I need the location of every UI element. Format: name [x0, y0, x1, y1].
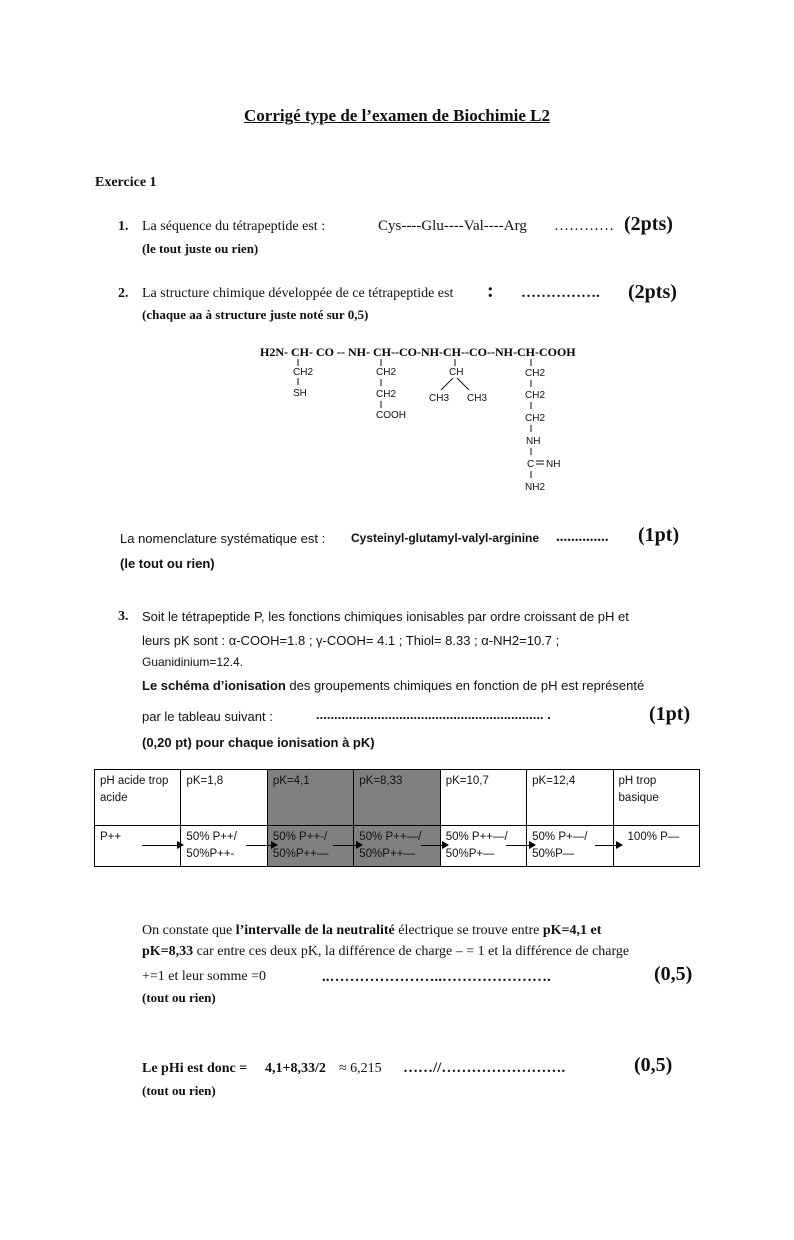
table-header-cell: pH acide trop acide — [95, 770, 181, 826]
arg-ch2-a: CH2 — [525, 368, 546, 379]
neutral-note: (tout ou rien) — [142, 990, 216, 1005]
q2-colon: : — [487, 280, 494, 302]
q1-number: 1. — [118, 219, 129, 234]
q2-text: La structure chimique développée de ce tétrapeptide est — [142, 286, 454, 301]
phi-label: Le pHi est donc = — [142, 1061, 248, 1076]
q3-note: (0,20 pt) pour chaque ionisation à pK) — [142, 735, 375, 750]
q3-line2: leurs pK sont : α-COOH=1.8 ; γ-COOH= 4.1 ; Thiol= 8.33 ; α-NH2=10.7 ; — [142, 633, 560, 648]
arrow-right-icon — [333, 845, 361, 846]
table-header-cell: pK=12,4 — [527, 770, 613, 826]
neutral-l1-b: l’intervalle de la neutralité — [235, 923, 395, 938]
arg-nh: NH — [526, 436, 541, 447]
q2-dots: ……………. — [521, 285, 600, 301]
q3-line3: Guanidinium=12.4. — [142, 655, 244, 669]
val-ch3-b: CH3 — [467, 393, 488, 404]
exercise-heading: Exercice 1 — [95, 175, 157, 190]
nomenclature-note: (le tout ou rien) — [120, 556, 215, 571]
table-header-row — [95, 770, 700, 826]
neutral-l2-b: car entre ces deux pK, la différence de charge – = 1 et la différence de charge — [193, 944, 630, 959]
arrow-right-icon — [421, 845, 447, 846]
q1-note: (le tout juste ou rien) — [142, 241, 259, 256]
arg-c: C — [527, 459, 535, 470]
table-cell: 50% P++—/ 50%P++— — [354, 826, 440, 867]
q3-line4 — [142, 678, 644, 693]
glu-ch2-a: CH2 — [376, 367, 397, 378]
neutral-l1-c: électrique se trouve entre — [394, 923, 543, 938]
table-cell: 50% P++/ 50%P++- — [181, 826, 267, 867]
val-ch3-a: CH3 — [429, 393, 450, 404]
table-cell: 50% P++-/ 50%P++— — [267, 826, 353, 867]
arg-nh-imine: NH — [546, 459, 561, 470]
glu-ch2-b: CH2 — [376, 389, 397, 400]
phi-approx: ≈ 6,215 — [339, 1061, 382, 1076]
neutral-line1 — [142, 923, 601, 939]
neutral-l2-a: pK=8,33 — [142, 944, 194, 959]
page-title: Corrigé type de l’examen de Biochimie L2 — [244, 106, 550, 125]
val-ch: CH — [449, 367, 464, 378]
table-cell: 100% P— — [613, 826, 699, 867]
neutral-line3: +=1 et leur somme =0 — [142, 969, 266, 984]
table-cell: 50% P+—/ 50%P— — [527, 826, 613, 867]
nomenclature-name: Cysteinyl-glutamyl-valyl-arginine — [351, 531, 540, 545]
peptide-structure — [255, 342, 595, 502]
q3-line4-bold: Le schéma d’ionisation — [142, 678, 286, 693]
glu-cooh: COOH — [376, 410, 406, 421]
arg-nh2: NH2 — [525, 482, 546, 493]
ionisation-table — [94, 769, 700, 867]
q1-text: La séquence du tétrapeptide est : — [142, 219, 326, 234]
q1-dots: ………… — [554, 218, 614, 234]
table-header-cell: pK=1,8 — [181, 770, 267, 826]
table-header-cell: pK=4,1 — [267, 770, 353, 826]
neutral-line2 — [142, 944, 629, 960]
nomenclature-dots: .............. — [556, 529, 609, 545]
nomenclature-text: La nomenclature systématique est : — [120, 531, 326, 546]
cys-sh: SH — [293, 388, 307, 399]
phi-points: (0,5) — [634, 1054, 673, 1076]
q3-line4-rest: des groupements chimiques en fonction de pH est représenté — [285, 678, 645, 693]
phi-formula: 4,1+8,33/2 — [265, 1061, 326, 1076]
q3-points: (1pt) — [649, 703, 691, 725]
table-header-cell: pH trop basique — [613, 770, 699, 826]
neutral-dots: ..…………………..…………………. — [322, 969, 551, 985]
neutral-l1-a: On constate que — [142, 923, 236, 938]
q3-number: 3. — [118, 609, 129, 624]
q3-line1: Soit le tétrapeptide P, les fonctions chimiques ionisables par ordre croissant de pH et — [142, 609, 629, 624]
structure-backbone: H2N- CH- CO -- NH- CH--CO-NH-CH--CO--NH-CH-COOH — [260, 345, 576, 359]
arrow-right-icon — [246, 845, 276, 846]
phi-dots: ……//……………………. — [403, 1060, 566, 1076]
q2-note: (chaque aa à structure juste noté sur 0,5) — [142, 307, 369, 322]
q2-number: 2. — [118, 286, 129, 301]
table-row — [95, 826, 700, 867]
neutral-l1-d: pK=4,1 et — [542, 923, 602, 938]
table-header-cell: pK=10,7 — [440, 770, 526, 826]
arrow-right-icon — [506, 845, 534, 846]
arg-ch2-c: CH2 — [525, 413, 546, 424]
arg-ch2-b: CH2 — [525, 390, 546, 401]
table-cell: P++ — [95, 826, 181, 867]
nomenclature-points: (1pt) — [638, 524, 680, 546]
cys-ch2: CH2 — [293, 367, 314, 378]
phi-note: (tout ou rien) — [142, 1083, 216, 1098]
table-cell: 50% P++—/ 50%P+— — [440, 826, 526, 867]
neutral-points: (0,5) — [654, 963, 693, 985]
q1-points: (2pts) — [624, 213, 673, 235]
q1-sequence: Cys----Glu----Val----Arg — [378, 218, 527, 234]
table-header-cell: pK=8,33 — [354, 770, 440, 826]
q3-dots: ............................................................... . — [316, 707, 551, 722]
q3-line5: par le tableau suivant : — [142, 709, 273, 724]
q2-points: (2pts) — [628, 281, 677, 303]
arrow-right-icon — [142, 845, 182, 846]
arrow-right-icon — [595, 845, 621, 846]
